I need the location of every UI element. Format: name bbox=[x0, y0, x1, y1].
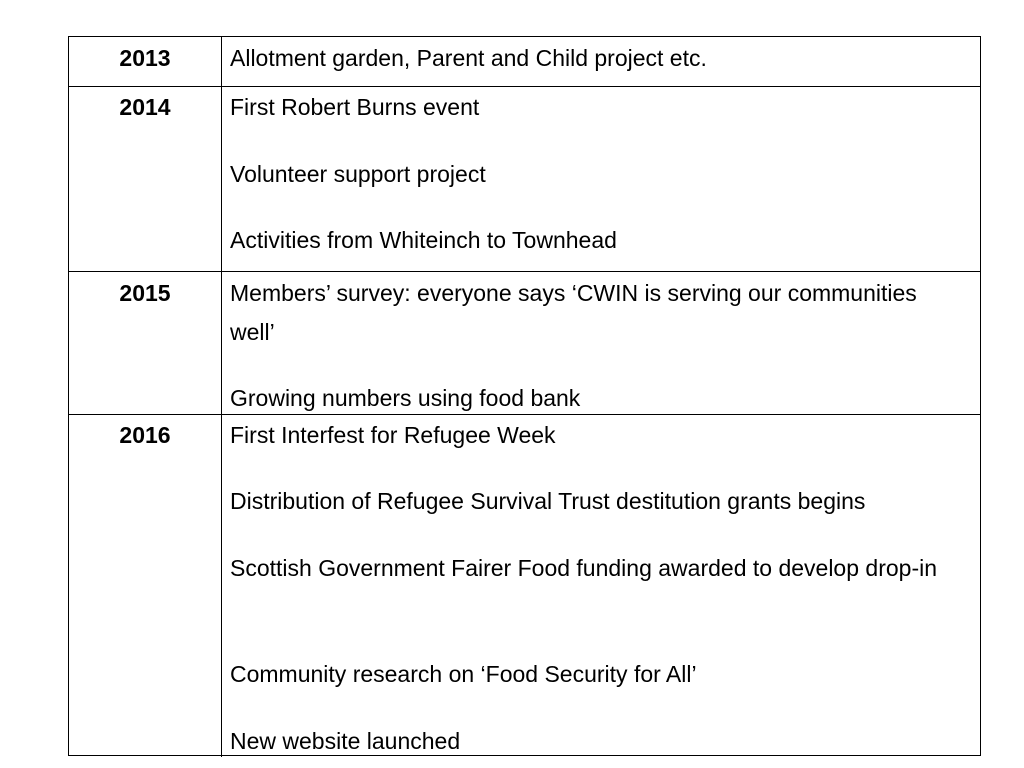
year-cell bbox=[69, 37, 222, 86]
event-item: Community research on ‘Food Security for All’ bbox=[230, 661, 697, 687]
event-item: Growing numbers using food bank bbox=[230, 385, 581, 411]
year-cell bbox=[69, 87, 222, 271]
event-item: Volunteer support project bbox=[230, 161, 486, 187]
table-row-2014 bbox=[69, 86, 980, 271]
table-row-2015 bbox=[69, 271, 980, 414]
event-item: Allotment garden, Parent and Child project etc. bbox=[230, 45, 707, 71]
table-row-2013 bbox=[69, 37, 980, 86]
events-cell bbox=[222, 37, 980, 86]
event-item: First Robert Burns event bbox=[230, 94, 480, 120]
event-item: Members’ survey: everyone says ‘CWIN is serving our communities well’ bbox=[230, 280, 917, 345]
year-cell bbox=[69, 272, 222, 414]
event-item: New website launched bbox=[230, 728, 461, 754]
table-row-2016 bbox=[69, 414, 980, 757]
timeline-table bbox=[68, 36, 981, 756]
year-label: 2014 bbox=[119, 94, 171, 120]
year-label: 2013 bbox=[119, 45, 171, 71]
event-item: First Interfest for Refugee Week bbox=[230, 422, 556, 448]
event-item: Distribution of Refugee Survival Trust destitution grants begins bbox=[230, 488, 866, 514]
events-cell bbox=[222, 415, 980, 757]
year-label: 2016 bbox=[119, 422, 171, 448]
year-label: 2015 bbox=[119, 280, 171, 306]
year-cell bbox=[69, 415, 222, 757]
event-item: Activities from Whiteinch to Townhead bbox=[230, 227, 617, 253]
events-cell bbox=[222, 87, 980, 271]
event-item: Scottish Government Fairer Food funding awarded to develop drop-in bbox=[230, 555, 938, 581]
events-cell bbox=[222, 272, 980, 414]
